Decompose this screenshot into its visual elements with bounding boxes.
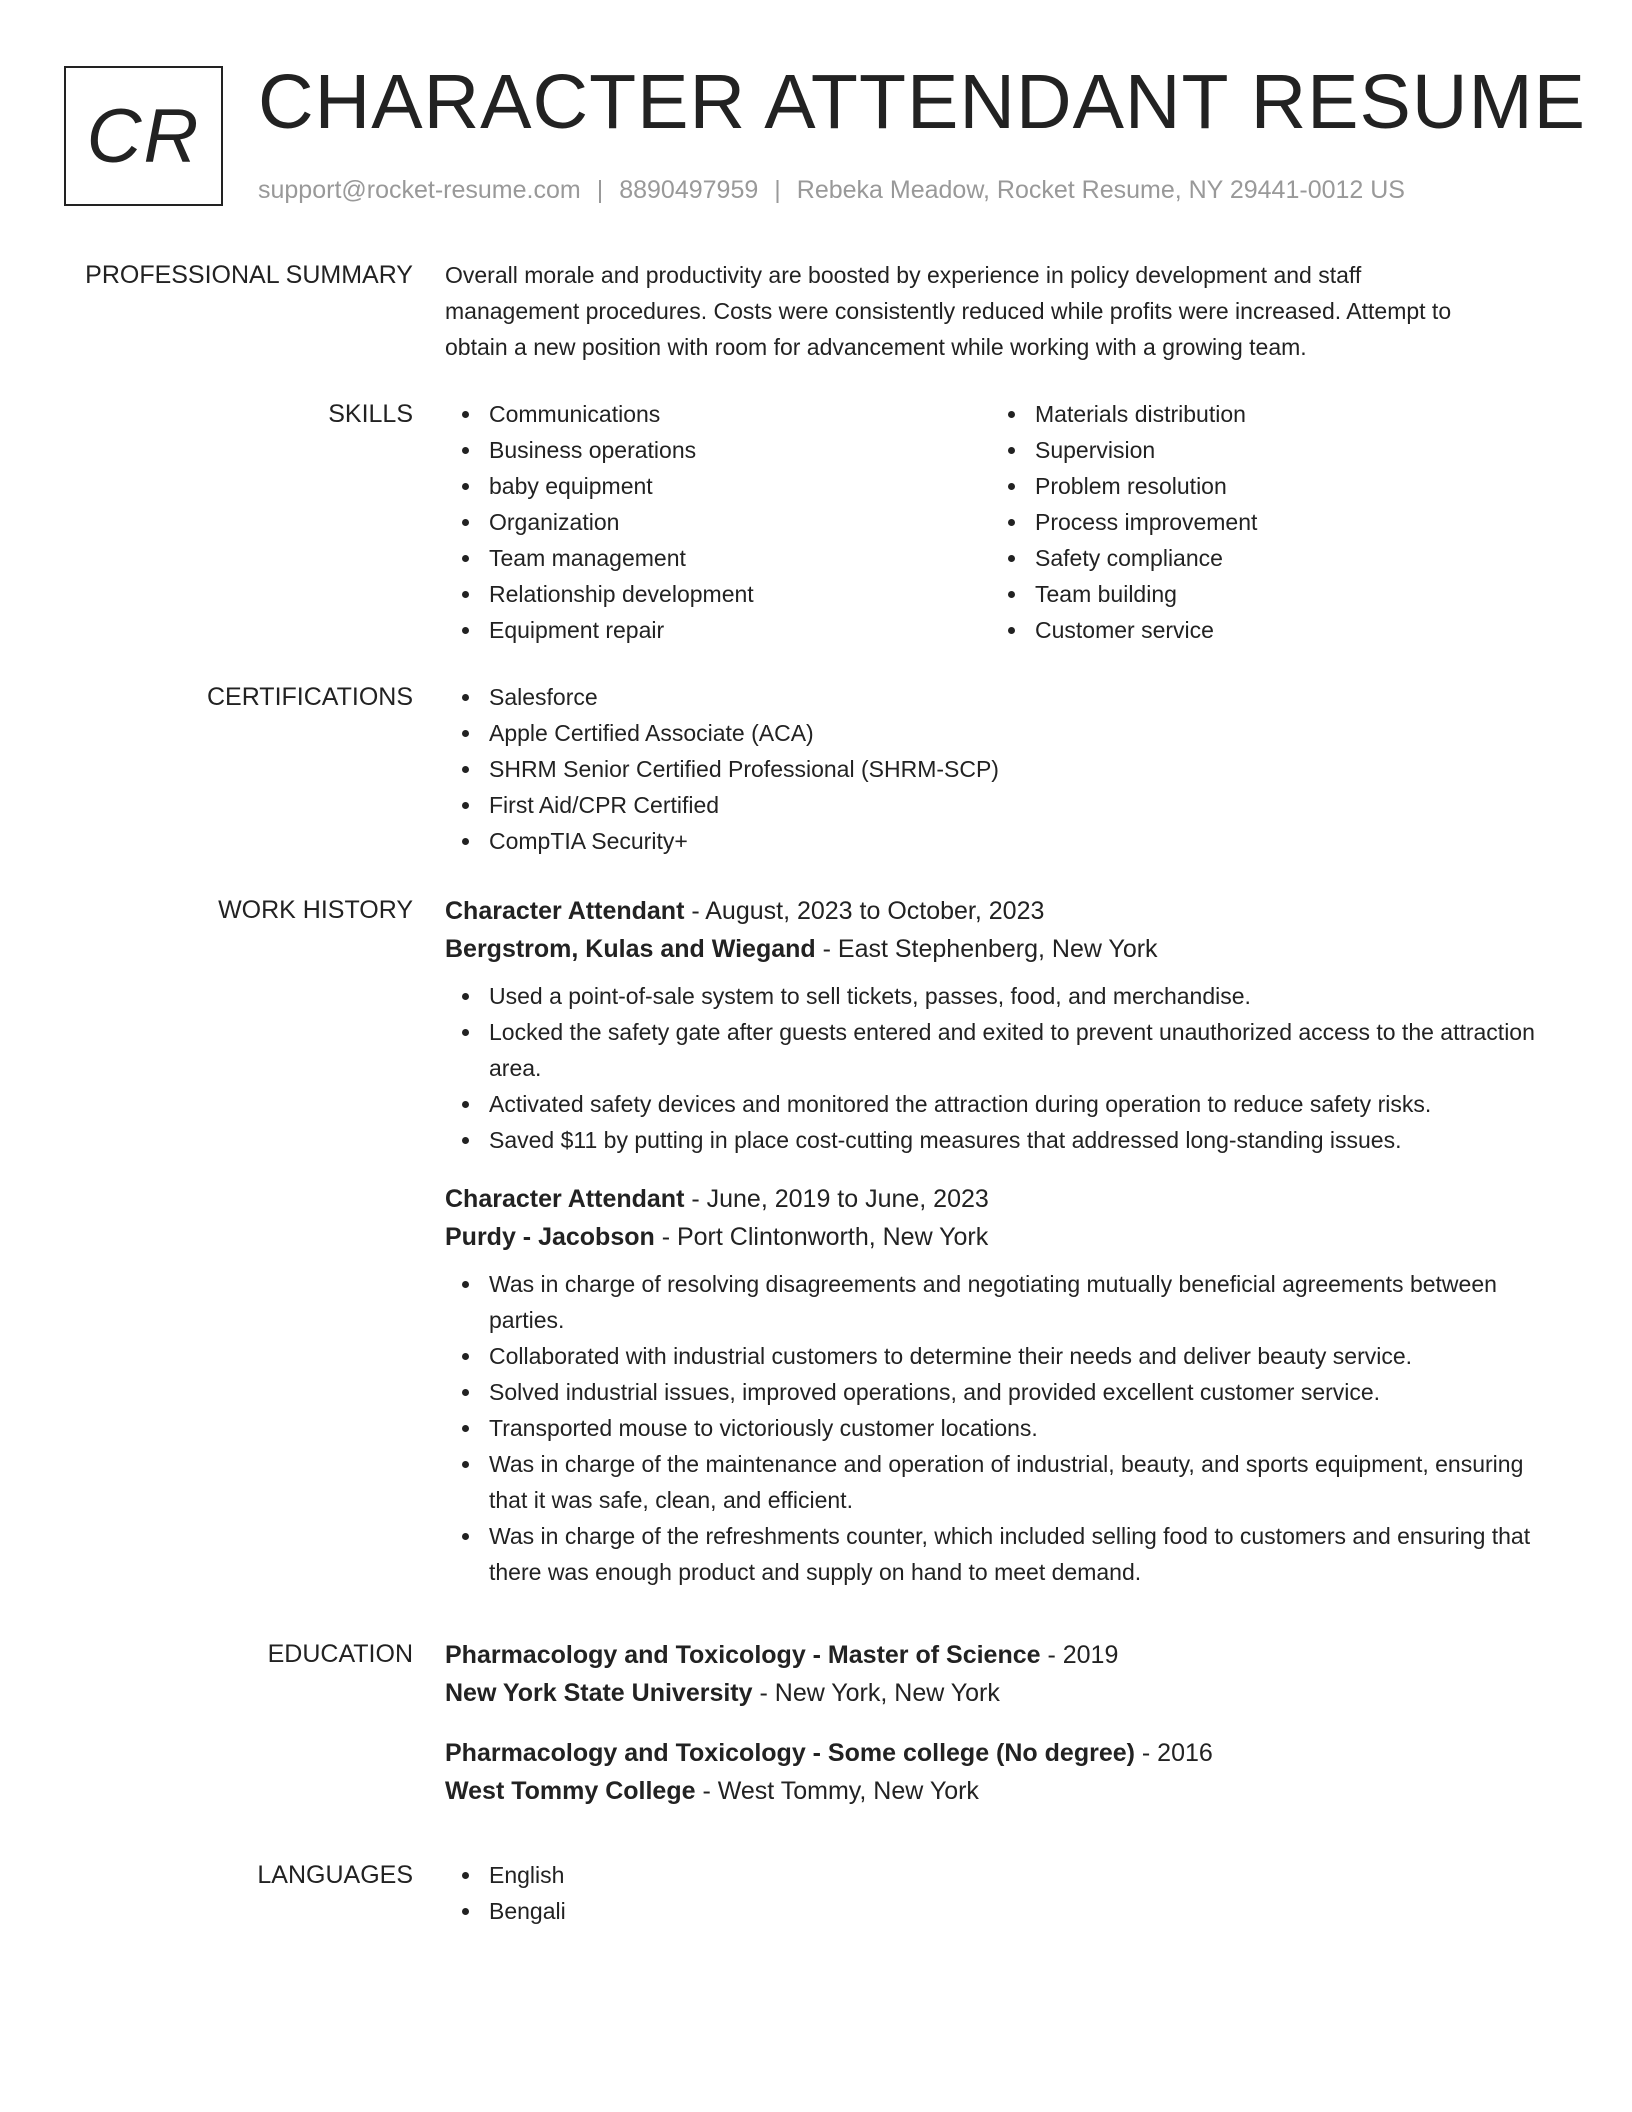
- contact-address: Rebeka Meadow, Rocket Resume, NY 29441-0012 US: [796, 176, 1405, 204]
- job-bullet: Was in charge of resolving disagreements and negotiating mutually beneficial agreements between parties.: [445, 1266, 1545, 1338]
- job-bullets: [445, 1266, 1545, 1590]
- certification-item: Apple Certified Associate (ACA): [445, 715, 1545, 751]
- contact-phone[interactable]: 8890497959: [619, 176, 759, 204]
- skill-item: Organization: [445, 504, 991, 540]
- skill-item: Equipment repair: [445, 612, 991, 648]
- job-entry: [445, 1180, 1545, 1590]
- job-bullet: Transported mouse to victoriously customer locations.: [445, 1410, 1545, 1446]
- job-title-line: [445, 892, 1545, 930]
- job-title-line: [445, 1180, 1545, 1218]
- certifications-list: [445, 679, 1545, 859]
- resume-title: CHARACTER ATTENDANT RESUME: [258, 59, 1587, 145]
- education-year: - 2016: [1134, 1739, 1213, 1767]
- summary-line: obtain a new position with room for advancement while working with a growing team.: [445, 334, 1307, 360]
- education-entry: [445, 1734, 1545, 1810]
- skill-item: Team building: [991, 576, 1537, 612]
- language-item: Bengali: [445, 1893, 1545, 1929]
- certifications-content: [445, 679, 1545, 859]
- education-school: New York State University: [445, 1679, 753, 1707]
- section-label-work-history: WORK HISTORY: [218, 896, 413, 924]
- skill-item: Communications: [445, 396, 991, 432]
- skill-item: Problem resolution: [991, 468, 1537, 504]
- job-company-line: [445, 930, 1545, 968]
- section-label-education: EDUCATION: [267, 1640, 413, 1668]
- certification-item: SHRM Senior Certified Professional (SHRM-SCP): [445, 751, 1545, 787]
- certification-item: CompTIA Security+: [445, 823, 1545, 859]
- job-company-line: [445, 1218, 1545, 1256]
- certification-item: Salesforce: [445, 679, 1545, 715]
- skill-item: Team management: [445, 540, 991, 576]
- job-dates: - August, 2023 to October, 2023: [684, 897, 1045, 925]
- languages-list: [445, 1857, 1545, 1929]
- education-entry: [445, 1636, 1545, 1712]
- summary-line: management procedures. Costs were consistently reduced while profits were increased. Attempt to: [445, 298, 1452, 324]
- contact-separator: |: [774, 176, 781, 204]
- education-location: - West Tommy, New York: [695, 1777, 979, 1805]
- education-degree-line: [445, 1734, 1545, 1772]
- job-bullet: Saved $11 by putting in place cost-cutting measures that addressed long-standing issues.: [445, 1122, 1545, 1158]
- job-bullet: Solved industrial issues, improved operations, and provided excellent customer service.: [445, 1374, 1545, 1410]
- skill-item: baby equipment: [445, 468, 991, 504]
- job-bullet: Collaborated with industrial customers to determine their needs and deliver beauty service.: [445, 1338, 1545, 1374]
- job-bullet: Activated safety devices and monitored the attraction during operation to reduce safety risks.: [445, 1086, 1545, 1122]
- skill-item: Customer service: [991, 612, 1537, 648]
- certification-item: First Aid/CPR Certified: [445, 787, 1545, 823]
- education-school: West Tommy College: [445, 1777, 696, 1805]
- skill-item: Safety compliance: [991, 540, 1537, 576]
- monogram-text: CR: [86, 93, 201, 179]
- job-location: - Port Clintonworth, New York: [654, 1223, 989, 1251]
- education-location: - New York, New York: [752, 1679, 1000, 1707]
- skills-grid: [445, 396, 1545, 648]
- summary-line: Overall morale and productivity are boosted by experience in policy development and staff: [445, 262, 1362, 288]
- monogram-badge: [64, 66, 223, 206]
- education-degree: Pharmacology and Toxicology - Some college (No degree): [445, 1739, 1135, 1767]
- skill-item: Supervision: [991, 432, 1537, 468]
- job-bullet: Used a point-of-sale system to sell tickets, passes, food, and merchandise.: [445, 978, 1545, 1014]
- work-history-content: [445, 892, 1545, 1612]
- summary-text: [445, 257, 1545, 365]
- education-degree: Pharmacology and Toxicology - Master of Science: [445, 1641, 1041, 1669]
- skill-item: Business operations: [445, 432, 991, 468]
- job-bullet: Was in charge of the refreshments counter, which included selling food to customers and ensuring that there was enough product and supply on hand to meet demand.: [445, 1518, 1545, 1590]
- skill-item: Relationship development: [445, 576, 991, 612]
- job-company: Purdy - Jacobson: [445, 1223, 655, 1251]
- skills-list-right: [991, 396, 1537, 648]
- contact-email[interactable]: support@rocket-resume.com: [258, 176, 581, 204]
- job-location: - East Stephenberg, New York: [815, 935, 1158, 963]
- education-degree-line: [445, 1636, 1545, 1674]
- section-label-languages: LANGUAGES: [257, 1861, 413, 1889]
- skill-item: Process improvement: [991, 504, 1537, 540]
- education-school-line: [445, 1674, 1545, 1712]
- education-content: [445, 1636, 1545, 1832]
- skill-item: Materials distribution: [991, 396, 1537, 432]
- job-title: Character Attendant: [445, 1185, 685, 1213]
- education-year: - 2019: [1040, 1641, 1119, 1669]
- section-label-certifications: CERTIFICATIONS: [206, 683, 413, 711]
- job-bullet: Locked the safety gate after guests entered and exited to prevent unauthorized access to the attraction area.: [445, 1014, 1545, 1086]
- job-dates: - June, 2019 to June, 2023: [684, 1185, 989, 1213]
- education-school-line: [445, 1772, 1545, 1810]
- job-entry: [445, 892, 1545, 1158]
- contact-separator: |: [596, 176, 604, 204]
- section-label-summary: PROFESSIONAL SUMMARY: [85, 261, 413, 289]
- section-label-skills: SKILLS: [328, 400, 413, 428]
- job-bullets: [445, 978, 1545, 1158]
- contact-line: [258, 174, 1405, 206]
- job-title: Character Attendant: [445, 897, 685, 925]
- job-bullet: Was in charge of the maintenance and operation of industrial, beauty, and sports equipment, ensuring that it was safe, clean, and efficient.: [445, 1446, 1545, 1518]
- languages-content: [445, 1857, 1545, 1929]
- language-item: English: [445, 1857, 1545, 1893]
- job-company: Bergstrom, Kulas and Wiegand: [445, 935, 816, 963]
- skills-list-left: [445, 396, 991, 648]
